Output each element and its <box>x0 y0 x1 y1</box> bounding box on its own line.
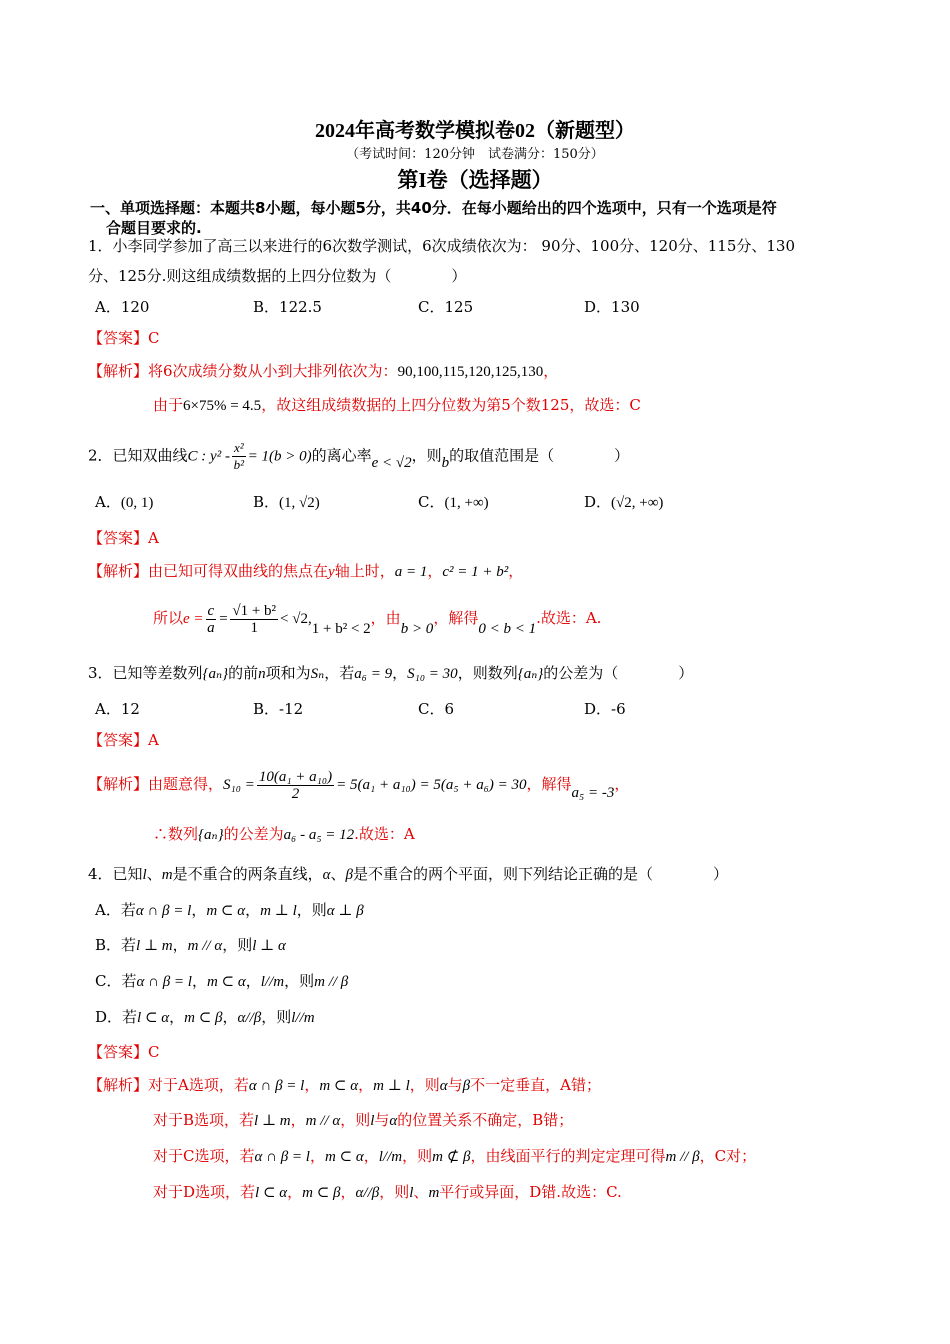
question-4-option-d <box>95 1007 315 1028</box>
analysis-text: ，由线面平行的判定定理可得 <box>470 1147 666 1165</box>
analysis-text: ，则 <box>402 1147 433 1165</box>
analysis-text: 由于 <box>153 396 184 414</box>
section-heading: 一、单项选择题：本题共8小题，每小题5分，共40分．在每小题给出的四个选项中，只有一个选项是符 <box>90 199 777 217</box>
analysis-label: 【解析】 <box>88 562 149 580</box>
hyperbola-equation: C : y² - <box>187 448 230 465</box>
question-2-stem <box>88 440 629 473</box>
math-expression: α <box>439 1078 448 1094</box>
fraction <box>206 603 217 636</box>
stem-text: 是不重合的两个平面，则下列结论正确的是（ ） <box>352 865 728 883</box>
stem-text: 的离心率 <box>311 446 372 465</box>
plane-alpha: α <box>322 867 331 883</box>
question-3-option-b: B．-12 <box>253 700 304 718</box>
question-4-option-b <box>95 935 286 956</box>
page-title: 2024年高考数学模拟卷02（新题型） <box>315 120 635 142</box>
option-text: ， <box>172 936 188 954</box>
question-3-answer <box>88 730 159 750</box>
percentile-formula: 6×75% = 4.5 <box>183 398 262 414</box>
analysis-label: 【解析】 <box>88 1076 149 1094</box>
analysis-text: 由题意得， <box>148 775 224 793</box>
option-math: (1, √2) <box>279 495 320 511</box>
option-text: ， <box>191 901 207 919</box>
option-math: (√2, +∞) <box>611 495 664 511</box>
option-label: C． <box>418 493 445 511</box>
answer-label: 【答案】 <box>88 1043 149 1061</box>
option-label: D． <box>584 493 612 511</box>
analysis-text: .故选：A <box>354 825 415 843</box>
analysis-text: ， <box>309 1147 325 1165</box>
analysis-text: ，故这组成绩数据的上四分位数为第5个数125，故选：C <box>261 396 641 414</box>
option-text: ， <box>245 972 261 990</box>
option-label: D．若 <box>95 1008 138 1026</box>
variable-y: y <box>328 564 335 580</box>
stem-text: ， <box>392 664 408 682</box>
analysis-label: 【解析】 <box>88 362 149 380</box>
analysis-text: ，解得 <box>433 609 479 627</box>
analysis-text: 的位置关系不确定，B错； <box>397 1111 574 1129</box>
fraction <box>230 603 278 636</box>
eccentricity-condition: e < √2 <box>371 454 412 471</box>
analysis-text: ， <box>340 1183 356 1201</box>
stem-text: ，若 <box>324 664 355 682</box>
analysis-text: ，C对； <box>699 1147 757 1165</box>
math-expression: m ⊂ β <box>184 1010 223 1026</box>
question-4-stem <box>88 864 728 885</box>
analysis-text: ，则 <box>340 1111 371 1129</box>
analysis-text: 与 <box>447 1076 463 1094</box>
stem-text: 是不重合的两条直线， <box>172 865 323 883</box>
analysis-text: ， <box>508 562 524 580</box>
math-expression: l <box>409 1185 414 1201</box>
math-expression: l ⊥ m <box>136 938 173 954</box>
option-text: ， <box>169 1008 185 1026</box>
question-2-option-a <box>95 492 153 513</box>
analysis-text: 所以 <box>153 609 184 627</box>
analysis-text: 轴上时， <box>334 562 395 580</box>
answer-value: C <box>148 1043 160 1061</box>
option-text: ，则 <box>222 936 253 954</box>
question-1-option-b: B．122.5 <box>253 298 322 316</box>
option-text: ，则 <box>261 1008 292 1026</box>
math-expression: = <box>218 611 229 627</box>
stem-text: 、 <box>146 865 162 883</box>
question-3-analysis <box>88 764 629 805</box>
analysis-text: ， <box>290 1111 306 1129</box>
math-expression: m // α <box>187 938 223 954</box>
math-expression: m <box>428 1185 440 1201</box>
analysis-text: 平行或异面，D错.故选：C. <box>439 1183 622 1201</box>
question-2-analysis-cont <box>153 598 601 639</box>
math-expression: m ⊄ β <box>432 1149 471 1165</box>
fraction-numerator: √1 + b² <box>232 602 277 619</box>
math-expression: S₁₀ = <box>223 777 255 793</box>
question-4-option-c <box>95 971 348 992</box>
question-2-option-d <box>584 492 663 513</box>
option-text: ， <box>222 1008 238 1026</box>
fraction-denominator: 1 <box>250 619 258 636</box>
analysis-text: ，解得 <box>526 775 572 793</box>
analysis-text: ，则 <box>409 1076 440 1094</box>
sequence-symbol: {aₙ} <box>202 666 229 682</box>
math-expression: l ⊥ α <box>252 938 286 954</box>
math-expression: α <box>389 1113 398 1129</box>
option-label: A． <box>95 493 121 511</box>
option-text: ， <box>191 972 207 990</box>
line-m: m <box>161 867 173 883</box>
question-3-option-a: A．12 <box>95 700 140 718</box>
math-expression: b > 0 <box>400 621 434 637</box>
math-expression: α ∩ β = l <box>254 1149 310 1165</box>
fraction-denominator: a <box>207 619 215 636</box>
math-expression: m ⊥ l <box>260 903 297 919</box>
question-1-option-d: D．130 <box>584 298 640 316</box>
question-3-analysis-cont <box>153 824 415 845</box>
stem-text: 项和为 <box>265 664 311 682</box>
answer-value: A <box>148 529 159 547</box>
question-4-answer <box>88 1042 160 1062</box>
question-1-stem-cont: 分、125分.则这组成绩数据的上四分位数为（ ） <box>88 267 467 285</box>
exam-info: （考试时间：120分钟 试卷满分：150分） <box>346 147 604 162</box>
question-2-option-b <box>253 492 320 513</box>
question-4-option-a <box>95 900 364 921</box>
analysis-text: 不一定垂直，A错； <box>470 1076 601 1094</box>
math-expression: α//β <box>237 1010 262 1026</box>
math-expression: α ∩ β = l <box>135 903 192 919</box>
stem-text: 的公差为（ ） <box>543 664 694 682</box>
math-expression: 0 < b < 1 <box>478 621 537 637</box>
question-1-option-a: A．120 <box>95 298 150 316</box>
analysis-text: ∴数列 <box>153 825 199 843</box>
fraction-numerator: x² <box>233 440 244 455</box>
analysis-text: ， <box>543 362 559 380</box>
question-4-analysis-line-1 <box>88 1075 601 1096</box>
answer-label: 【答案】 <box>88 529 149 547</box>
math-expression: a₅ = -3 <box>571 785 615 801</box>
fraction-denominator: b² <box>233 457 244 472</box>
question-2-analysis <box>88 561 523 582</box>
section-heading-cont: 合题目要求的. <box>106 219 202 237</box>
answer-label: 【答案】 <box>88 731 149 749</box>
math-expression: a₆ = 9 <box>354 666 393 682</box>
analysis-text: ， <box>614 775 630 793</box>
math-expression: m ⊂ β <box>302 1185 341 1201</box>
question-1-analysis <box>88 361 558 382</box>
math-expression: e = <box>183 611 204 627</box>
math-expression: a₆ - a₅ = 12 <box>283 827 355 843</box>
variable-n: n <box>258 666 266 682</box>
question-1-answer <box>88 328 160 348</box>
fraction-denominator: 2 <box>291 785 300 802</box>
question-2-option-c <box>418 492 489 513</box>
answer-value: A <box>148 731 159 749</box>
option-text: ，则 <box>284 972 315 990</box>
math-expression: c² = 1 + b² <box>442 564 509 580</box>
stem-text: 3．已知等差数列 <box>88 664 203 682</box>
analysis-text: ， <box>427 562 443 580</box>
analysis-text: 将6次成绩分数从小到大排列依次为： <box>148 362 398 380</box>
math-expression: α ∩ β = l <box>136 974 192 990</box>
sequence-symbol: {aₙ} <box>198 827 224 843</box>
math-expression: a = 1 <box>394 564 428 580</box>
math-expression: m // β <box>665 1149 700 1165</box>
question-1-option-c: C．125 <box>418 298 474 316</box>
analysis-text: 由已知可得双曲线的焦点在 <box>148 562 329 580</box>
math-expression: β <box>462 1078 471 1094</box>
math-expression: m ⊂ α <box>324 1149 364 1165</box>
analysis-text: ，由 <box>370 609 401 627</box>
math-expression: α ∩ β = l <box>248 1078 305 1094</box>
variable-b: b <box>441 454 450 471</box>
math-expression: m ⊂ α <box>319 1078 359 1094</box>
math-expression: 1 + b² < 2 <box>311 621 371 637</box>
question-4-analysis-line-2 <box>153 1110 573 1131</box>
question-3-option-d: D．-6 <box>584 700 626 718</box>
question-1-analysis-cont <box>153 395 641 416</box>
analysis-text: ，则 <box>379 1183 410 1201</box>
math-expression: l ⊥ m <box>254 1113 291 1129</box>
math-expression: m // β <box>314 974 349 990</box>
math-expression: m ⊂ α <box>206 903 246 919</box>
stem-text: 、 <box>330 865 346 883</box>
analysis-text: ， <box>363 1147 379 1165</box>
stem-text: ，则 <box>411 446 442 465</box>
fraction <box>232 440 246 473</box>
sequence-symbol: {aₙ} <box>517 666 544 682</box>
math-expression: l <box>370 1113 375 1129</box>
option-math: (0, 1) <box>120 495 154 511</box>
math-expression: l//m <box>260 974 285 990</box>
analysis-text: 、 <box>413 1183 429 1201</box>
question-4-analysis-line-4 <box>153 1182 622 1203</box>
plane-beta: β <box>345 867 353 883</box>
hyperbola-equation-rhs: = 1(b > 0) <box>247 448 312 465</box>
option-label: C．若 <box>95 972 137 990</box>
math-expression: S₁₀ = 30 <box>407 666 458 682</box>
option-text: ，则 <box>296 901 327 919</box>
question-4-analysis-line-3 <box>153 1146 756 1167</box>
question-3-stem <box>88 663 693 684</box>
math-expression: m ⊂ α <box>206 974 246 990</box>
math-expression: m ⊥ l <box>373 1078 410 1094</box>
stem-text: 的取值范围是（ ） <box>449 446 630 465</box>
score-sequence: 90,100,115,120,125,130 <box>397 364 544 380</box>
line-l: l <box>142 867 147 883</box>
math-expression: m // α <box>305 1113 341 1129</box>
fraction <box>257 769 334 802</box>
fraction-numerator: 10(a₁ + a₁₀) <box>258 768 333 785</box>
question-1-stem: 1．小李同学参加了高三以来进行的6次数学测试，6次成绩依次为： 90分、100分、120分、115分、130 <box>88 237 796 255</box>
analysis-text: ， <box>304 1076 320 1094</box>
math-expression: l//m <box>378 1149 403 1165</box>
question-3-option-c: C．6 <box>418 700 455 718</box>
volume-title: 第I卷（选择题） <box>397 168 553 192</box>
math-expression: l//m <box>291 1010 315 1026</box>
answer-label: 【答案】 <box>88 329 149 347</box>
analysis-text: 对于C选项，若 <box>153 1147 255 1165</box>
math-expression: l ⊂ α <box>255 1185 288 1201</box>
stem-text: 的前 <box>228 664 259 682</box>
answer-value: C <box>148 329 160 347</box>
analysis-text: .故选：A. <box>536 609 602 627</box>
math-expression: = 5(a₁ + a₁₀) = 5(a₅ + a₆) = 30 <box>336 777 527 793</box>
question-2-answer <box>88 528 159 548</box>
analysis-text: 的公差为 <box>223 825 284 843</box>
analysis-text: ， <box>358 1076 374 1094</box>
math-expression: l ⊂ α <box>137 1010 170 1026</box>
math-expression: α//β <box>355 1185 380 1201</box>
fraction-numerator: c <box>207 602 215 619</box>
sum-symbol: Sₙ <box>310 666 325 682</box>
stem-text: ，则数列 <box>457 664 518 682</box>
option-text: ， <box>245 901 261 919</box>
option-label: B．若 <box>95 936 137 954</box>
stem-text: 2．已知双曲线 <box>88 446 188 465</box>
analysis-label: 【解析】 <box>88 775 149 793</box>
option-label: B． <box>253 493 280 511</box>
analysis-text: 对于A选项，若 <box>148 1076 249 1094</box>
analysis-text: 对于B选项，若 <box>153 1111 255 1129</box>
option-math: (1, +∞) <box>444 495 489 511</box>
analysis-text: 与 <box>374 1111 390 1129</box>
analysis-text: ， <box>287 1183 303 1201</box>
analysis-text: 对于D选项，若 <box>153 1183 256 1201</box>
option-label: A．若 <box>95 901 136 919</box>
math-expression: α ⊥ β <box>326 903 364 919</box>
math-expression: < √2, <box>280 611 312 627</box>
stem-text: 4．已知 <box>88 865 143 883</box>
